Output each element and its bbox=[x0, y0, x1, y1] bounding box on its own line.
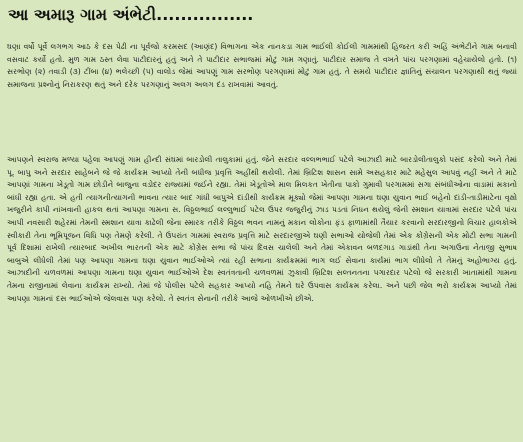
paragraph-freedom-movement: આપણને સ્વરાજ મળ્યા પહેલા આપણું ગામ હીન્દી સંઘમાં બારડોલી તાલુકામાં હતું. જેને સરદાર વલ્લભભાઈ પટેલે આઝાદી માટે બારડોલીતાલુકો પસંદ કરેલો અને તેમાં પૂ. બાપુ અને સરદાર સાહેબને જે જે કાર્યક્રમ આપ્યો તેની બધીજ પ્રવૃત્તિ અહીંથી થયેલી. તેમાં બ્રિટિશ શાસન સામે અસહકાર માટે મહેસુલ આપવું નહીં અને તે માટે આપણાં ગામના ખેડૂતો ગામ છોડીને બાજુના વડોદર રાજ્યમાં જઈને રહ્યા. તેમાં ખેડૂતોએ માલ મિલકત ખેતીના પાકો ગુમાવી પરગામમાં સગા સંબંધીઓના વાડામાં મકાનો બાંધી રહ્યા હતા. એ હતી ત્યાગનીત્યાગની ભાવના ત્યાર બાદ ગાંધી બાપુએ દાંડીથી કાર્યક્રમ મૂક્યો જેમાં આપણા ગામના ઘણા યુવાન ભાઈ બહેનો દાંડી-તાડીમાટેના વૃક્ષો ખજુરીને કાપી નાંખવાની હાકલ થતાં આપણા ગામના સ. વિઠ્ઠલભાઈ લલ્લુભાઈ પટેલ ઉપર જજુરીનું ઝાડ પડતાં નિધન થયેલું જેની સ્મશાન યાત્રામાં સરદાર પટેલે પાંચ આપી નવસારી શહેરમાં તેમની સ્મશાન યાત્રા કાઢેલી જેના સ્મારક તરીકે વિઠ્ઠલ ભવન નામનું મકાન લોકોના ફંડ ફાળામાંથી તૈયાર કરવાનો સરદારજીનો વિચાર હાલકોએ સ્વીકારી તેના ભૂમિપૂજન વિધિ પણ તેમણે કરેલી. તે ઉપરાંત ગામમાં સ્વરાજ પ્રવૃત્તિ માટે સરદારજીએ ઘણી સભાઓ યોજેલી તેમાં એક કોંગ્રેસની એક મોટી સભા ગામની પૂર્વ દિશામાં રાખેલી ત્યારબાદ અખીલ ભારતની એક માટે કોંગ્રેસ સભા જે પાંચ દિવસ ચાલેલી અને તેમાં એકાવન બળદગાડ ગાડાંથી તેના અગાઉના નેતાજી સુભાષ બાબુએ લીધેલી તેમાં પણ આપણા ગામના ઘણા યુવાન ભાઈઓએ ત્યાં રહી સભાના કાર્યક્રમમાં ભાગ લઈ સેવાના કાર્યમાં ભાગ લીધેલો તે તેમનું અહોભાગ્ય હતું. આઝાદીની ચળવળમાં આપણા ગામના ઘણા યુવાન ભાઈઓએ દેશ સ્વતંત્રતાની ચળવળમાં ઝુકાવી બ્રિટિશ સલ્તનતના પગારદાર પટેલો જે સરકારી ખાતામાંથી ગામના તેમના રાજીનામાં લેવાના કાર્યક્રમ રાખ્યો. તેમાં જે પોલીસ પટેલે સહકાર આપ્યો નહિ તેમને ઘરે ઉપવાસ કાર્યક્રમ કરેલા. અને પછી જેલ ભરો કાર્યક્રમ આપ્યો તેમાં આપણા ગામનાં દસ ભાઈઓએ જેલવાસ પણ કરેલો. તે સ્વતંત્ર સેનાની તરીકે આજે ઓળખીએ છીએ. bbox=[7, 155, 517, 303]
page-title: આ અમારૂ ગામ અંભેટી................ bbox=[8, 5, 254, 24]
paragraph-ancestry: ઘણા વર્ષો પૂર્વે લગભગ આઠ કે દસ પેઢી ના પૂર્વજો કરમસદ (આણંદ) વિભાગના એક નાનકડા ગામ ભાઈલી કોઈલી ગામમાંથી હિજરત કરી અહિં અંભેટીને ગામ બનાવી વસવાટ કર્યો હતો. મુળ ગામ ઠસ્ત લેવા પાટીદારનું હતું અને તે પાટીદાર સભાજમાં મોટું ગામ ગણાતું. પાટીદાર સમાજ તે વખતે પાંચ પરગણામાં વહેચાયેલો હતો. (૧) સરભોણ (૨) તવાડી (૩) ટીંબા (૪) ભલેચ્છી (૫) વાલોડ જેમાં આપણું ગામ સરભોણ પરગણામાં મોટું ગામ હતું. તે સમયે પાટીદાર જ્ઞાતિનું સંચાલન પરગણાથી થતું જ્યાં સમાજના પ્રશ્નોનું નિરાકરણ થતું અને દરેક પરગણાનું અલગ અલગ દંડ રાખવામાં આવતું. bbox=[7, 42, 517, 89]
content-panel bbox=[0, 32, 523, 442]
title-bar bbox=[0, 0, 523, 32]
